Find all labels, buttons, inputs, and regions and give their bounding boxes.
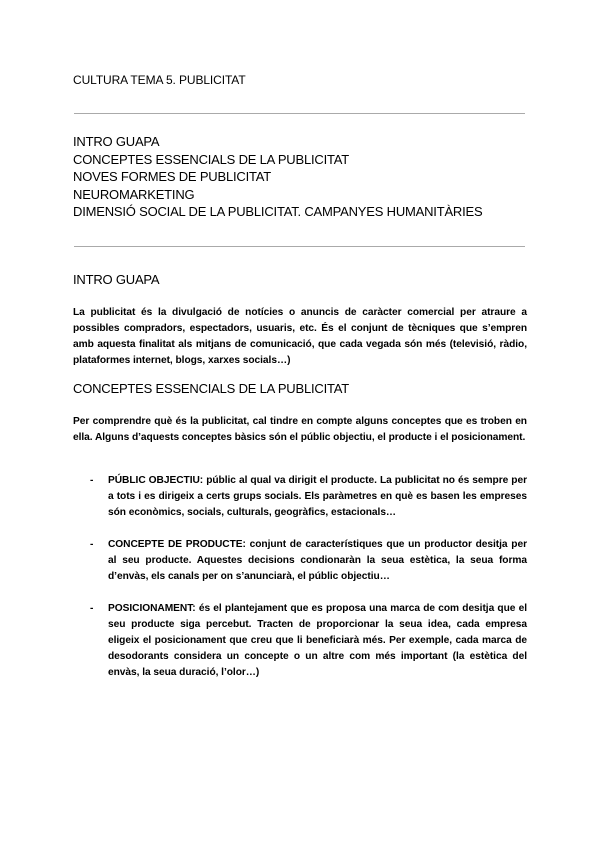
bullet-term: CONCEPTE DE PRODUCTE: — [108, 539, 246, 550]
toc-item-neuromarketing: NEUROMARKETING — [73, 186, 195, 202]
table-of-contents — [73, 133, 482, 221]
toc-item-conceptes: CONCEPTES ESSENCIALS DE LA PUBLICITAT — [73, 151, 350, 167]
section-heading-intro: INTRO GUAPA — [73, 272, 160, 287]
bullet-text: és el plantejament que es proposa una marca de com desitja que el seu producte siga percebut. Tracten de proporcionar la seua idea, cada empresa eligeix el posicionament que creu que li beneficiarà més. Per exemple, cada marca de desodorants considera un concepte o un altre com més important (la estètica del envàs, la seua duració, l’olor…) — [108, 603, 527, 678]
concept-bullet-list — [90, 473, 527, 681]
toc-item-intro: INTRO GUAPA — [73, 134, 160, 149]
bullet-term: POSICIONAMENT: — [108, 603, 196, 614]
horizontal-rule — [74, 113, 525, 114]
document-title: CULTURA TEMA 5. PUBLICITAT — [73, 73, 246, 87]
section-heading-conceptes: CONCEPTES ESSENCIALS DE LA PUBLICITAT — [73, 381, 350, 396]
toc-item-dimensio-social: DIMENSIÓ SOCIAL DE LA PUBLICITAT. CAMPANYES HUMANITÀRIES — [73, 204, 483, 219]
toc-item-noves-formes: NOVES FORMES DE PUBLICITAT — [73, 169, 272, 184]
bullet-item-posicionament — [90, 601, 527, 681]
bullet-text: conjunt de característiques que un productor desitja per al seu producte. Aquestes decisions condionaràn la seua estètica, la seua forma d’envàs, els canals per on s’anunciarà, el públic objectiu… — [108, 539, 527, 582]
bullet-marker: - — [90, 475, 94, 486]
bullet-text: públic al qual va dirigit el producte. La publicitat no és sempre per a tots i es dirigeix a certs grups socials. Els paràmetres en què es basen les empreses són econòmics, socials, culturals, geogràfics, estacionals… — [108, 475, 528, 518]
bullet-marker: - — [90, 539, 94, 550]
bullet-term: PÚBLIC OBJECTIU: — [108, 475, 204, 486]
section-paragraph-intro: La publicitat és la divulgació de notícies o anuncis de caràcter comercial per atraure a possibles compradors, espectadors, usuaris, etc. És el conjunt de tècniques que s’empren amb aquesta finalitat als mitjans de comunicació, que cada vegada són més (televisió, ràdio, plataformes internet, blogs, xarxes socials…) — [73, 307, 527, 366]
section-paragraph-conceptes: Per comprendre què és la publicitat, cal tindre en compte alguns conceptes que es troben en ella. Alguns d’aquests conceptes bàsics són el públic objectiu, el producte i el posicionament. — [73, 416, 527, 443]
horizontal-rule — [74, 246, 525, 247]
bullet-item-public-objectiu — [90, 473, 527, 521]
bullet-item-concepte-producte — [90, 537, 527, 585]
bullet-marker: - — [90, 603, 94, 614]
